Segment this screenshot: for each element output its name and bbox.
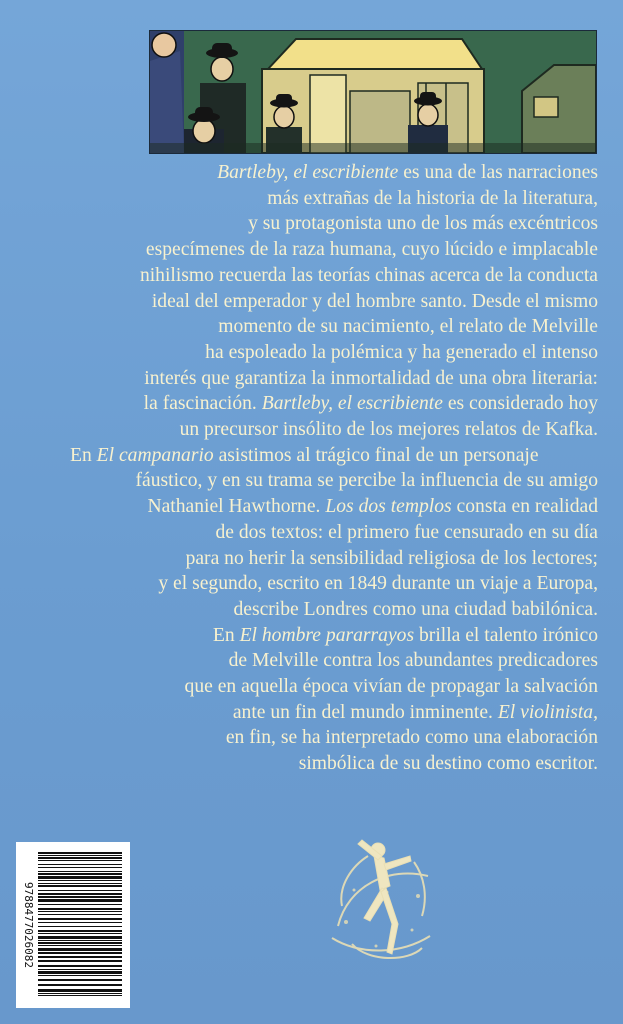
text-run: y el segundo, escrito en 1849 durante un viaje a Europa,: [158, 573, 598, 595]
barcode-bar: [38, 852, 122, 854]
barcode-bar: [38, 979, 122, 981]
barcode-bar: [38, 918, 122, 920]
synopsis-line: [70, 417, 598, 443]
barcode-bar: [38, 975, 122, 976]
publisher-logo: [318, 826, 446, 972]
text-run: Nathaniel Hawthorne.: [147, 496, 326, 518]
barcode-bar: [38, 926, 122, 927]
text-run: interés que garantiza la inmortalidad de una obra literaria:: [144, 367, 598, 389]
synopsis-text: [70, 160, 598, 777]
barcode-bar: [38, 880, 122, 881]
text-run: ante un fin del mundo inminente.: [232, 701, 498, 723]
barcode-bar: [38, 971, 122, 974]
street-scene-illustration: [150, 31, 596, 153]
text-run: ,: [593, 701, 598, 723]
barcode-bars: [16, 842, 130, 1008]
barcode-bar: [38, 933, 122, 934]
barcode-bar: [38, 904, 122, 905]
text-run: para no herir la sensibilidad religiosa de los lectores;: [185, 547, 598, 569]
text-run: es considerado hoy: [442, 393, 598, 415]
barcode-bar: [38, 883, 122, 884]
text-run: asistimos al trágico final de un personaje: [213, 444, 539, 466]
text-run: en fin, se ha interpretado como una elaboración: [225, 727, 598, 749]
synopsis-line: [70, 289, 598, 315]
barcode-bar: [38, 860, 122, 861]
synopsis-line: [70, 391, 598, 417]
barcode-bar: [38, 864, 122, 865]
synopsis-line: [70, 700, 598, 726]
barcode-bar: [38, 952, 122, 954]
text-run: que en aquella época vivían de propagar la salvación: [184, 676, 598, 698]
synopsis-line: [70, 751, 598, 777]
text-run: un precursor insólito de los mejores relatos de Kafka.: [179, 419, 598, 441]
text-run: la fascinación.: [143, 393, 262, 415]
barcode-bar: [38, 989, 122, 992]
barcode-bar: [38, 948, 122, 951]
synopsis-line: [70, 494, 598, 520]
barcode-bar: [38, 893, 122, 895]
barcode-bar: [38, 922, 122, 923]
barcode-bar: [38, 908, 122, 910]
barcode-bar: [38, 911, 122, 912]
text-run: es una de las narraciones: [398, 162, 598, 183]
barcode-bar: [38, 885, 122, 887]
italic-title: Bartleby, el escribiente: [217, 162, 399, 183]
synopsis-line: [70, 597, 598, 623]
barcode-bar: [38, 914, 122, 915]
barcode-bar: [38, 930, 122, 932]
text-run: fáustico, y en su trama se percibe la influencia de su amigo: [135, 470, 598, 492]
synopsis-line: [70, 520, 598, 546]
barcode-bar: [38, 857, 122, 859]
text-run: consta en realidad: [451, 496, 598, 518]
italic-title: Los dos templos: [325, 496, 452, 518]
text-run: simbólica de su destino como escritor.: [298, 753, 598, 775]
barcode-bar: [38, 936, 122, 939]
text-run: describe Londres como una ciudad babilónica.: [233, 598, 598, 620]
barcode-digits: 9788477026082: [22, 881, 35, 969]
barcode-bar: [38, 995, 122, 996]
barcode-bar: [38, 855, 122, 856]
synopsis-line: [70, 211, 598, 237]
synopsis-line: [70, 648, 598, 674]
synopsis-line: [70, 237, 598, 263]
synopsis-line: [70, 674, 598, 700]
barcode-bar: [38, 945, 122, 946]
text-run: más extrañas de la historia de la literatura,: [267, 187, 598, 209]
isbn-barcode: [16, 842, 130, 1008]
text-run: especímenes de la raza humana, cuyo lúcido e implacable: [145, 239, 598, 261]
barcode-bar: [38, 993, 122, 994]
italic-title: El hombre pararrayos: [239, 624, 415, 646]
barcode-bar: [38, 940, 122, 941]
text-run: brilla el talento irónico: [414, 624, 598, 646]
barcode-bar: [38, 867, 122, 868]
italic-title: El campanario: [96, 444, 214, 466]
synopsis-line: [70, 314, 598, 340]
barcode-bar: [38, 873, 122, 875]
barcode-bar: [38, 890, 122, 891]
barcode-bar: [38, 896, 122, 898]
text-run: En: [212, 624, 240, 646]
italic-title: El violinista: [497, 701, 594, 723]
synopsis-line: [70, 263, 598, 289]
text-run: momento de su nacimiento, el relato de Melville: [218, 316, 598, 338]
text-run: ideal del emperador y del hombre santo. Desde el mismo: [151, 290, 598, 312]
synopsis-line: [70, 443, 598, 469]
barcode-bar: [38, 899, 122, 902]
synopsis-line: [70, 160, 598, 186]
synopsis-line: [70, 186, 598, 212]
barcode-bar: [38, 984, 122, 986]
barcode-bar: [38, 969, 122, 970]
barcode-bar: [38, 965, 122, 967]
synopsis-line: [70, 468, 598, 494]
text-run: nihilismo recuerda las teorías chinas acerca de la conducta: [139, 264, 598, 286]
text-run: de Melville contra los abundantes predicadores: [228, 650, 598, 672]
text-run: de dos textos: el primero fue censurado en su día: [215, 521, 598, 543]
synopsis-line: [70, 340, 598, 366]
italic-title: Bartleby, el escribiente: [261, 393, 443, 415]
synopsis-line: [70, 546, 598, 572]
synopsis-line: [70, 623, 598, 649]
barcode-bar: [38, 876, 122, 879]
synopsis-line: [70, 725, 598, 751]
cover-illustration: [149, 30, 597, 154]
text-run: y su protagonista uno de los más excéntricos: [248, 213, 598, 235]
barcode-bar: [38, 871, 122, 872]
synopsis-line: [70, 366, 598, 392]
text-run: ha espoleado la polémica y ha generado el intenso: [205, 341, 598, 363]
synopsis-line: [70, 571, 598, 597]
text-run: En: [70, 444, 97, 466]
barcode-bar: [38, 942, 122, 944]
dancing-figure-emblem-icon: [318, 826, 446, 972]
barcode-bar: [38, 956, 122, 958]
barcode-bar: [38, 960, 122, 962]
